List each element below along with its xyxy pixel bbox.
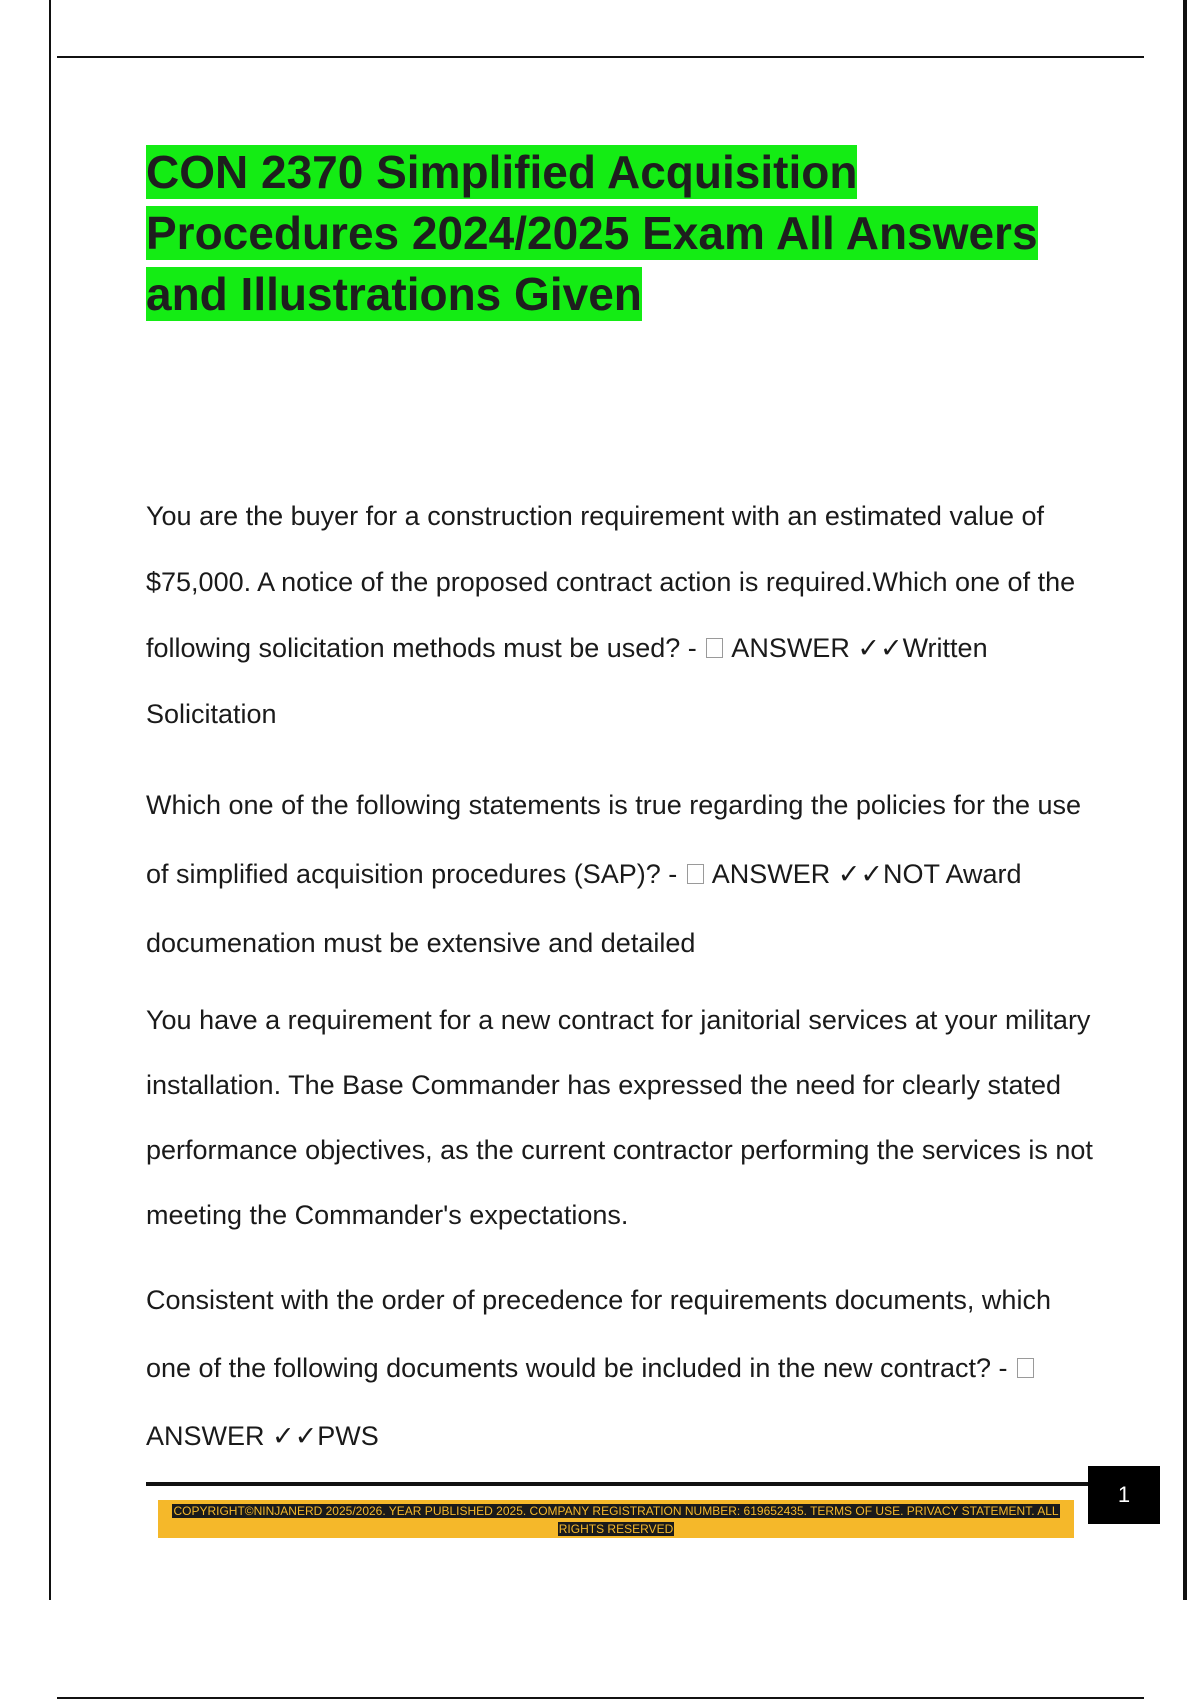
page-number: 1 (1088, 1466, 1160, 1524)
copyright-notice (158, 1502, 1074, 1538)
scenario-paragraph: You have a requirement for a new contract for janitorial services at your military installation. The Base Commander has expressed the need for clearly stated performance objectives, as the current contractor performing the services is not meeting the Commander's expectations. (146, 1005, 1093, 1230)
qa-item-1 (146, 483, 1096, 747)
page-border-left (49, 0, 51, 1600)
answer-text: ANSWER ✓✓Written Solicitation (146, 633, 988, 729)
copyright-text: COPYRIGHT©NINJANERD 2025/2026. YEAR PUBLISHED 2025. COMPANY REGISTRATION NUMBER: 619652435. TERMS OF USE. PRIVACY STATEMENT. ALL RIGHTS RESERVED (173, 1504, 1059, 1536)
checkbox-glyph-icon (687, 864, 704, 884)
document-title (146, 142, 1106, 325)
page-border-right (1183, 0, 1187, 1600)
next-page-rule (57, 1697, 1144, 1699)
question-text: You are the buyer for a construction requirement with an estimated value of $75,000. A notice of the proposed contract action is required.Which one of the following solicitation methods must be used? - (146, 501, 1076, 663)
qa-item-4 (146, 1266, 1096, 1470)
footer-rule (146, 1482, 1092, 1486)
answer-text: ANSWER ✓✓PWS (146, 1421, 379, 1451)
qa-item-2 (146, 771, 1096, 978)
checkbox-glyph-icon (1017, 1358, 1034, 1378)
title-highlight: CON 2370 Simplified Acquisition Procedures 2024/2025 Exam All Answers and Illustrations Given (146, 146, 1038, 320)
answer-text: ANSWER ✓✓NOT Award documenation must be extensive and detailed (146, 859, 1022, 958)
question-text: Consistent with the order of precedence for requirements documents, which one of the following documents would be included in the new contract? - (146, 1285, 1051, 1383)
checkbox-glyph-icon (706, 638, 723, 658)
header-rule (57, 56, 1144, 58)
question-text: Which one of the following statements is true regarding the policies for the use of simplified acquisition procedures (SAP)? - (146, 790, 1082, 889)
